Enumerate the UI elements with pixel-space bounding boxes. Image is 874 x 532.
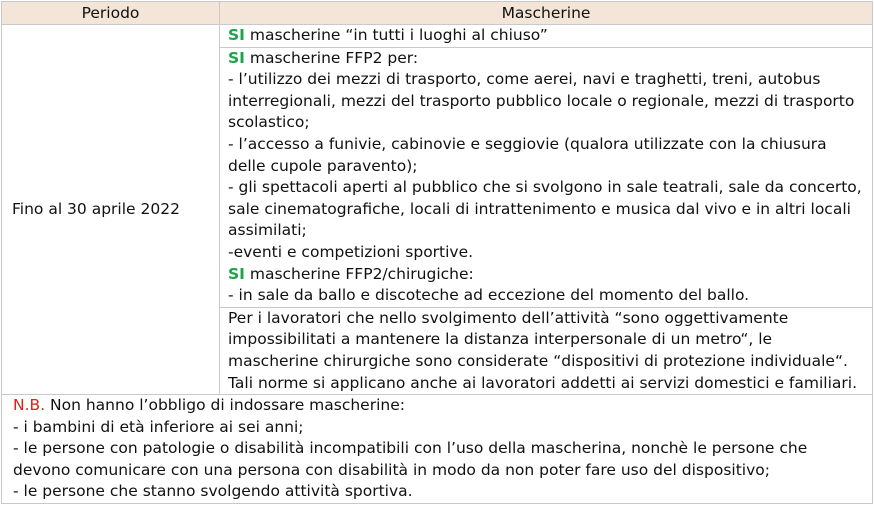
list-item: -eventi e competizioni sportive. bbox=[228, 242, 474, 261]
note-heading: Non hanno l’obbligo di indossare mascherine: bbox=[45, 396, 405, 415]
si-badge: SI bbox=[228, 264, 245, 283]
mask-rule-indoor bbox=[220, 25, 873, 48]
header-row bbox=[2, 2, 873, 25]
list-item: - gli spettacoli aperti al pubblico che si svolgono in sale teatrali, sale da concerto, sale cinematografiche, locali di intrattenimento e musica dal vivo e in altri locali assimilati; bbox=[228, 178, 862, 240]
table-row bbox=[2, 25, 873, 48]
mask-rules-table bbox=[1, 1, 873, 504]
list-item: - i bambini di età inferiore ai sei anni; bbox=[13, 417, 304, 436]
list-item: - le persone che stanno svolgendo attività sportiva. bbox=[13, 482, 413, 501]
list-item: - l’utilizzo dei mezzi di trasporto, come aerei, navi e traghetti, treni, autobus interregionali, mezzi del trasporto pubblico locale o regionale, mezzi di trasporto scolastico; bbox=[228, 70, 855, 132]
list-item: - le persone con patologie o disabilità incompatibili con l’uso della mascherina, nonchè le persone che devono comunicare con una persona con disabilità in modo da non poter fare uso del dispositivo; bbox=[13, 439, 808, 479]
period-cell: Fino al 30 aprile 2022 bbox=[2, 25, 220, 395]
list-item: - in sale da ballo e discoteche ad eccezione del momento del ballo. bbox=[228, 286, 750, 305]
list-item: - l’accesso a funivie, cabinovie e seggiovie (qualora utilizzate con la chiusura delle cupole paravento); bbox=[228, 134, 827, 175]
rule-heading: mascherine FFP2 per: bbox=[244, 48, 419, 67]
nb-label: N.B. bbox=[13, 396, 46, 415]
note-row bbox=[2, 395, 873, 504]
rule-text: mascherine “in tutti i luoghi al chiuso” bbox=[244, 26, 548, 44]
header-periodo: Periodo bbox=[2, 2, 220, 25]
rule-heading: mascherine FFP2/chirugiche: bbox=[244, 264, 474, 283]
exemptions-note bbox=[2, 395, 873, 504]
si-badge: SI bbox=[228, 26, 245, 44]
header-mascherine: Mascherine bbox=[220, 2, 873, 25]
si-badge: SI bbox=[228, 48, 245, 67]
mask-rule-ffp2 bbox=[220, 47, 873, 307]
workers-rule: Per i lavoratori che nello svolgimento dell’attività “sono oggettivamente impossibilitati a mantenere la distanza interpersonale di un metro“, le mascherine chirurgiche sono considerate “dispositivi di protezione individuale“. Tali norme si applicano anche ai lavoratori addetti ai servizi domestici e familiari. bbox=[220, 307, 873, 394]
